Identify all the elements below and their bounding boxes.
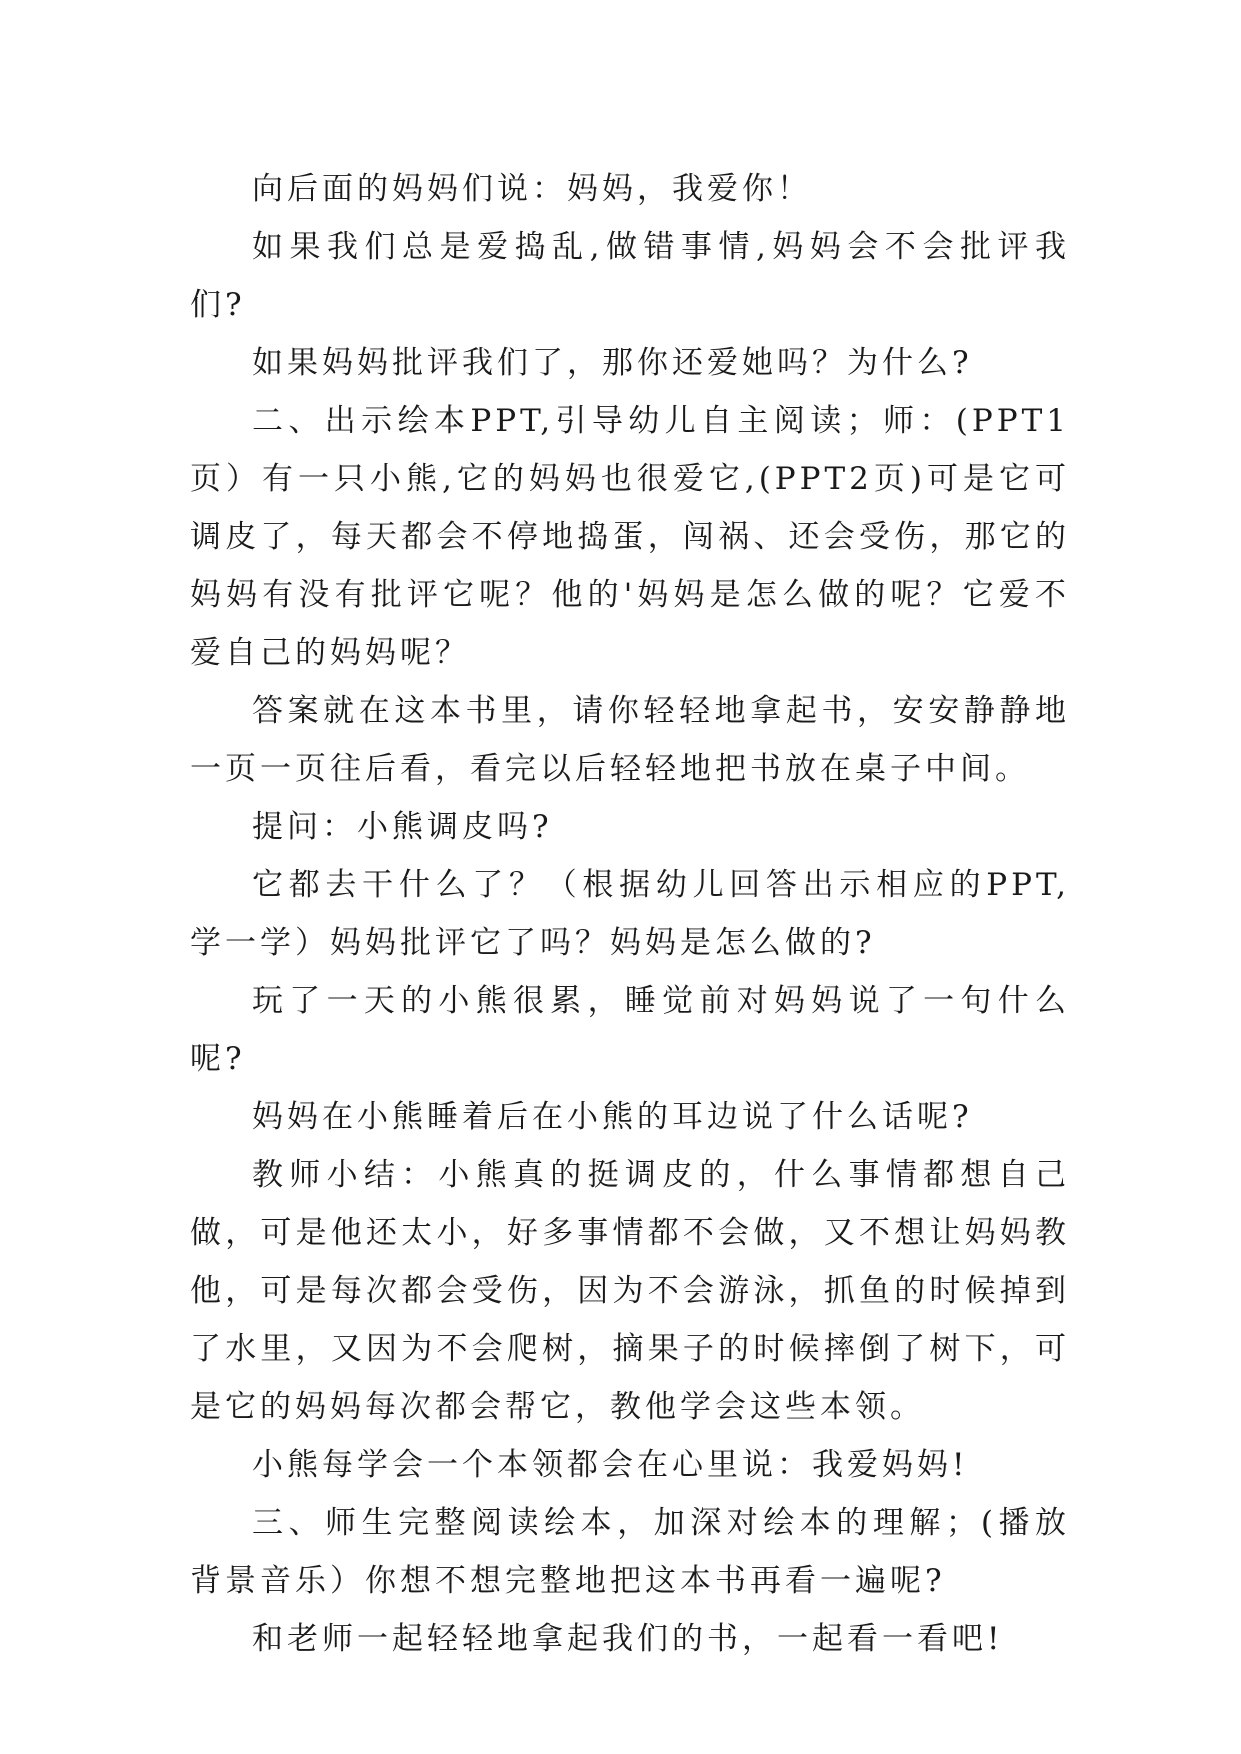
paragraph: 如果妈妈批评我们了，那你还爱她吗？为什么?: [252, 345, 973, 381]
paragraph: 三、师生完整阅读绘本，加深对绘本的理解；(播放背景音乐）你想不想完整地把这本书再看一遍呢?: [190, 1505, 1070, 1599]
paragraph: 二、出示绘本PPT,引导幼儿自主阅读；师：(PPT1页）有一只小熊,它的妈妈也很爱它,(PPT2页)可是它可调皮了，每天都会不停地捣蛋，闯祸、还会受伤，那它的妈妈有没有批评它呢？他的'妈妈是怎么做的呢？它爱不爱自己的妈妈呢？: [190, 403, 1070, 671]
paragraph: 如果我们总是爱捣乱,做错事情,妈妈会不会批评我们?: [190, 229, 1070, 323]
paragraph: 答案就在这本书里，请你轻轻地拿起书，安安静静地一页一页往后看，看完以后轻轻地把书放在桌子中间。: [190, 693, 1070, 787]
paragraph: 小熊每学会一个本领都会在心里说：我爱妈妈!: [252, 1447, 969, 1483]
document-body: [190, 160, 1070, 1668]
paragraph: 妈妈在小熊睡着后在小熊的耳边说了什么话呢?: [252, 1099, 973, 1135]
paragraph: 向后面的妈妈们说：妈妈，我爱你！: [252, 171, 812, 207]
paragraph: 教师小结：小熊真的挺调皮的，什么事情都想自己做，可是他还太小，好多事情都不会做，又不想让妈妈教他，可是每次都会受伤，因为不会游泳，抓鱼的时候掉到了水里，又因为不会爬树，摘果子的时候摔倒了树下，可是它的妈妈每次都会帮它，教他学会这些本领。: [190, 1157, 1070, 1425]
paragraph: 提问：小熊调皮吗?: [252, 809, 553, 845]
paragraph: 玩了一天的小熊很累，睡觉前对妈妈说了一句什么呢?: [190, 983, 1070, 1077]
paragraph: 它都去干什么了？（根据幼儿回答出示相应的PPT,学一学）妈妈批评它了吗？妈妈是怎么做的?: [190, 867, 1070, 961]
paragraph: 和老师一起轻轻地拿起我们的书，一起看一看吧!: [252, 1621, 1004, 1657]
